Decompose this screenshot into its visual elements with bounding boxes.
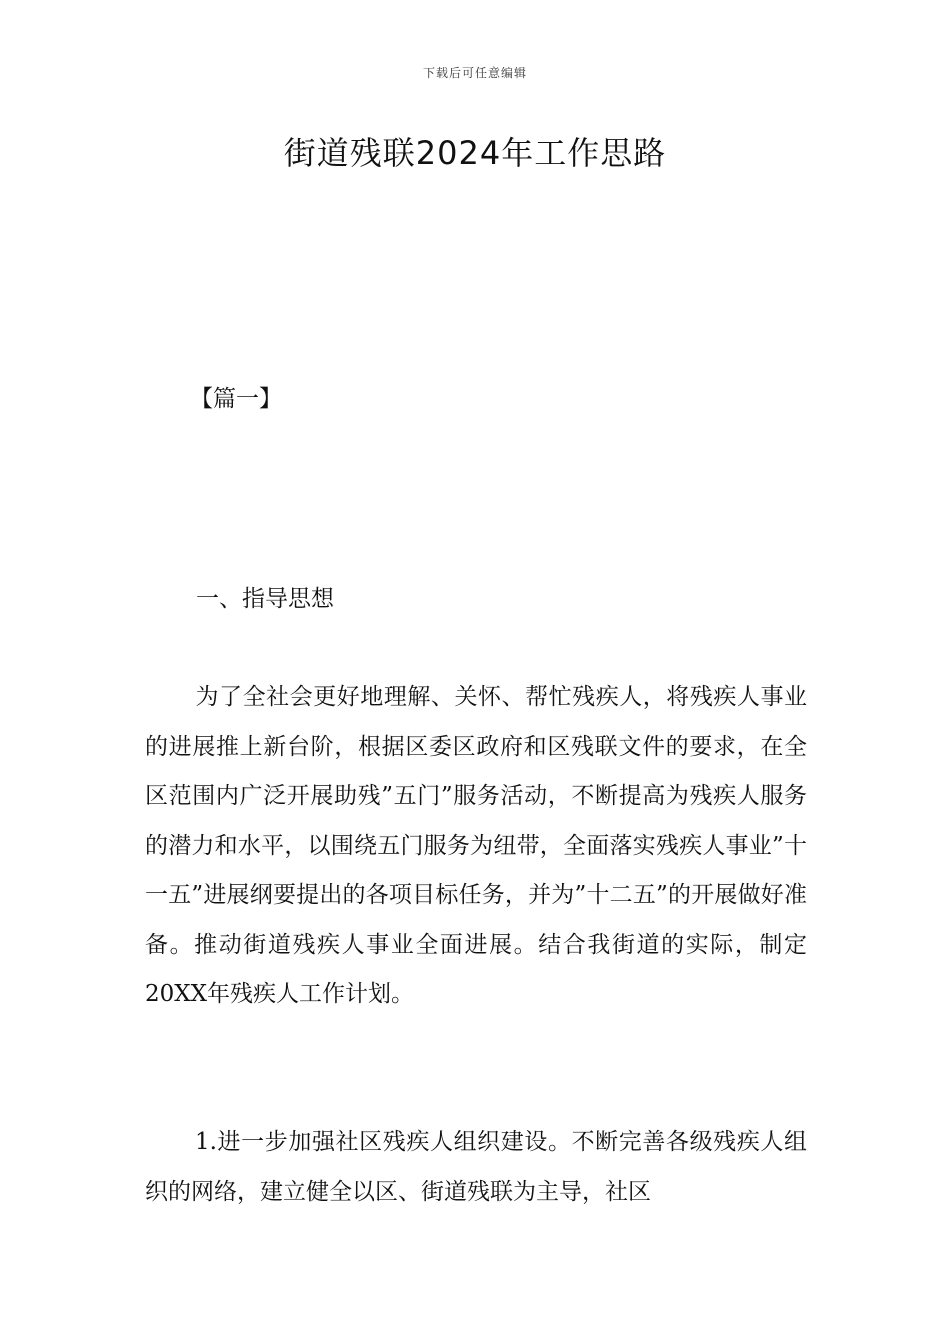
document-title: 街道残联2024年工作思路 xyxy=(283,134,667,172)
paragraph-item-1 xyxy=(145,1118,807,1217)
paragraph-text: 为了全社会更好地理解、关怀、帮忙残疾人，将残疾人事业的进展推上新台阶，根据区委区政府和区残联文件的要求，在全区范围内广泛开展助残”五门”服务活动，不断提高为残疾人服务的潜力和水平，以围绕五门服务为纽带，全面落实残疾人事业”十一五”进展纲要提出的各项目标任务，并为”十二五”的开展做好准备。推动街道残疾人事业全面进展。结合我街道的实际，制定20XX年残疾人工作计划。 xyxy=(145,684,807,1007)
section-heading: 一、指导思想 xyxy=(196,586,334,612)
part-label: 【篇一】 xyxy=(190,386,282,412)
header-note: 下载后可任意编辑 xyxy=(422,66,527,80)
paragraph-guiding-principle xyxy=(145,673,807,1020)
paragraph-text: 1.进一步加强社区残疾人组织建设。不断完善各级残疾人组织的网络，建立健全以区、街道残联为主导，社区 xyxy=(145,1129,807,1205)
